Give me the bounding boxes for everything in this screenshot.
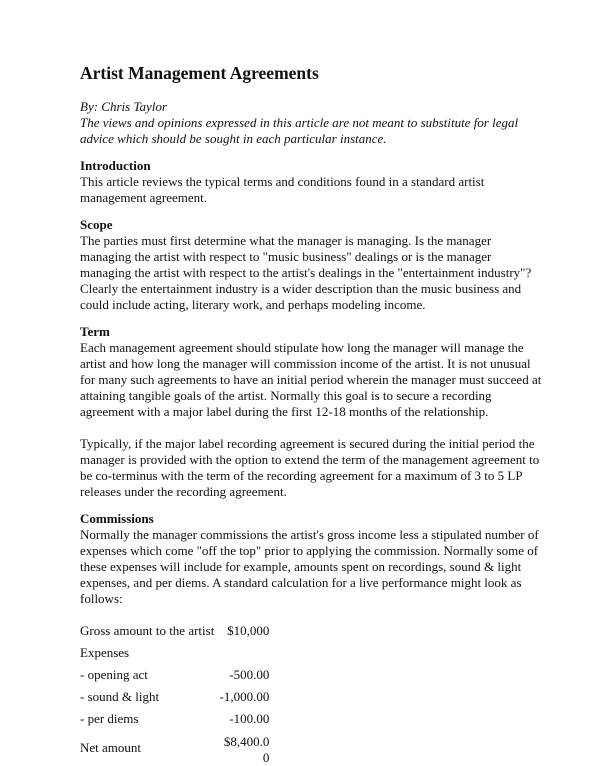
paragraph: The parties must first determine what the manager is managing. Is the manager managing the artist with respect to "music business" dealings or is the manager managing the artist with respect to the artist's dealings in the "entertainment industry"? Clearly the entertainment industry is a wider description than the music business and could include acting, literary work, and perhaps modeling income. xyxy=(80,233,532,312)
section-scope xyxy=(80,217,542,313)
row-label: Gross amount to the artist xyxy=(80,623,215,638)
calculation-table xyxy=(80,620,269,766)
row-value: $8,400.0 0 xyxy=(223,734,270,765)
row-label: Expenses xyxy=(80,645,130,660)
section-introduction xyxy=(80,158,542,206)
row-label: Net amount xyxy=(80,740,142,755)
section-heading: Introduction xyxy=(80,158,151,173)
row-label: - opening act xyxy=(80,667,148,682)
disclaimer: The views and opinions expressed in this article are not meant to substitute for legal advice which should be sought in each particular instance. xyxy=(80,115,519,146)
row-label: - sound & light xyxy=(80,689,160,704)
table-row xyxy=(80,664,269,686)
section-heading: Scope xyxy=(80,217,113,232)
table-row xyxy=(80,686,269,708)
table-row xyxy=(80,730,269,766)
section-term xyxy=(80,324,542,500)
row-value xyxy=(214,642,269,664)
document-page xyxy=(80,62,542,766)
table-row xyxy=(80,620,269,642)
paragraph: Each management agreement should stipulate how long the manager will manage the artist and how long the manager will commission income of the artist. It is not unusual for many such agreements to have an initial period wherein the manager must succeed at attaining tangible goals of the artist. Normally this goal is to secure a recording agreement with a major label during the first 12-18 months of the relationship. xyxy=(80,340,542,419)
byline: By: Chris Taylor xyxy=(80,99,167,114)
table-row xyxy=(80,642,269,664)
row-label: - per diems xyxy=(80,711,139,726)
section-heading: Term xyxy=(80,324,110,339)
section-heading: Commissions xyxy=(80,511,154,526)
row-value: -100.00 xyxy=(229,711,270,726)
paragraph: Typically, if the major label recording agreement is secured during the initial period the manager is provided with the option to extend the term of the management agreement to be co-terminus with the term of the recording agreement for a maximum of 3 to 5 LP releases under the recording agreement. xyxy=(80,436,540,499)
paragraph: This article reviews the typical terms and conditions found in a standard artist management agreement. xyxy=(80,174,485,205)
row-value: -1,000.00 xyxy=(219,689,270,704)
table-row xyxy=(80,708,269,730)
paragraph: Normally the manager commissions the artist's gross income less a stipulated number of expenses which come "off the top" prior to applying the commission. Normally some of these expenses will include for example, amounts spent on recordings, sound & light expenses, and per diems. A standard calculation for a live performance might look as follows: xyxy=(80,527,539,606)
document-title: Artist Management Agreements xyxy=(80,63,319,83)
section-commissions xyxy=(80,511,542,607)
row-value: -500.00 xyxy=(229,667,270,682)
row-value: $10,000 xyxy=(227,623,270,638)
